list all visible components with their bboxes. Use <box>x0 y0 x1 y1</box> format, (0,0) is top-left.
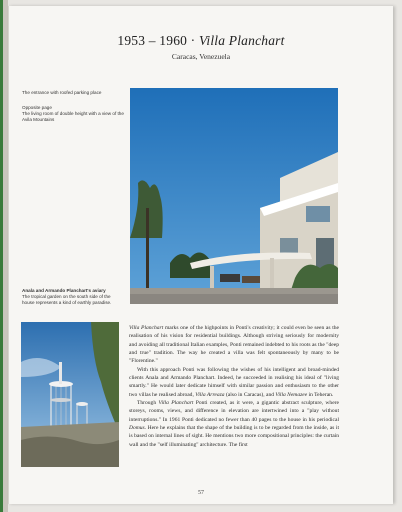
paragraph-3-text-c: . Here he explains that the shape of the building is to be regarded from the inside, as it is based on internal lines of sight. He mentions two more compositional principles: the curtain wall and the "self illuminating" architecture. The first <box>129 425 339 448</box>
body-text <box>129 324 339 449</box>
domus-italic: Domus <box>129 425 145 432</box>
photo-aviary <box>21 322 119 467</box>
paragraph-1-text: marks one of the highpoints in Ponti's creativity; it could even be seen as the realisation of his vision for residential buildings. Although striving seriously for modernity and avoiding all traditional Italian examples, Ponti remained indebted to his roots as the "deep and true" tradition. The way he created a villa was felt spontaneously by many to be "Florentine." <box>129 325 339 365</box>
page-title <box>9 33 393 49</box>
paragraph-2-text-b: (also in Caracas), and <box>224 391 276 398</box>
body-paragraph-3 <box>129 399 339 449</box>
caption-opposite-label: Opposite page <box>22 105 52 110</box>
villa-planchart-italic: Villa Planchart <box>158 400 194 407</box>
photo-villa-entrance <box>130 88 338 304</box>
caption-entrance-text: The entrance with roofed parking place <box>22 90 102 95</box>
villa-arreaza-italic: Villa Arreaza <box>195 391 225 398</box>
villa-name-italic: Villa Planchart <box>129 325 164 331</box>
paragraph-3-text-a: Through <box>137 400 159 407</box>
caption-aviary-title: Anala and Armando Planchart's aviary <box>22 288 106 293</box>
caption-aviary-text: The tropical garden on the south side of the house represents a kind of earthly paradise. <box>22 294 112 305</box>
paragraph-2-text-a: With this approach Ponti was following the wishes of his intelligent and broad-minded clients Anala and Armando Planchart. Indeed, he succeeded in realising his ideal of "living smartly." He would later dedicate himself with similar passion and enthusiasm to the other two villas he realised abroad, <box>129 366 339 398</box>
page-subtitle-location: Caracas, Venezuela <box>171 52 231 61</box>
page-number: 57 <box>198 490 204 496</box>
caption-opposite-page <box>22 105 124 123</box>
caption-entrance <box>22 90 122 96</box>
caption-aviary <box>22 288 118 306</box>
villa-nemazee-italic: Villa Nemazee <box>275 391 308 398</box>
body-paragraph-1 <box>129 324 339 366</box>
book-page <box>8 6 393 504</box>
paragraph-3-text-b: Ponti created, as it were, a gigantic abstract sculpture, where storeys, rooms, views, and difference in elevation are intertwined into a "play without interruptions." In 1961 Ponti dedicated no fewer than 40 pages to the house in his periodical <box>129 400 339 423</box>
book-spine-edge <box>0 0 8 512</box>
body-paragraph-2 <box>129 366 339 399</box>
paragraph-2-text-c: in Teheran. <box>307 391 334 398</box>
title-years: 1953 – 1960 · <box>117 33 199 48</box>
caption-opposite-text: The living room of double height with a view of the Avila Mountains <box>22 111 124 122</box>
title-villa-name: Villa Planchart <box>198 33 285 48</box>
